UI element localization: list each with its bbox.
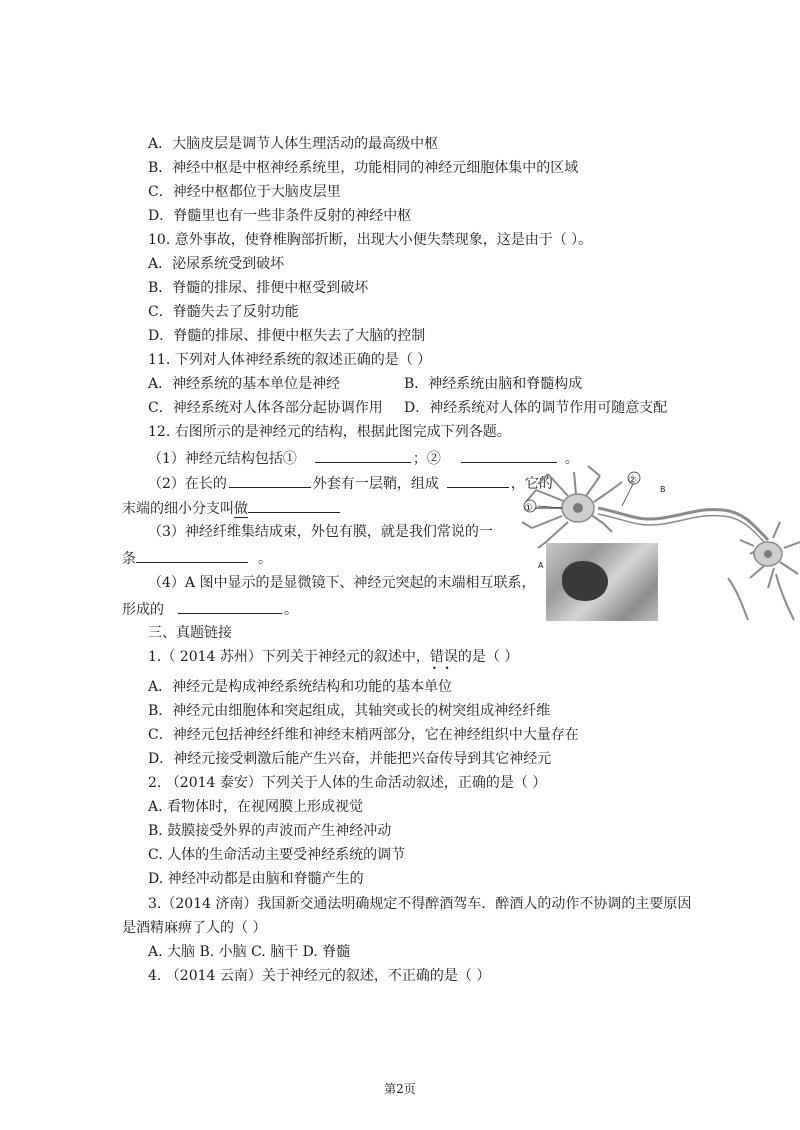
part2-text-a: （2）在长的 (148, 476, 227, 492)
answer-blank[interactable] (461, 448, 557, 463)
question-r4: 4. （2014 云南）关于神经元的叙述，不正确的是（ ） (148, 968, 491, 984)
part4-end: 。 (284, 602, 298, 618)
answer-blank[interactable] (315, 448, 411, 463)
r1-text-a: 1.（ 2014 苏州）下列关于神经元的叙述中， (148, 649, 430, 665)
r1-text-c: 的是（ ） (457, 649, 519, 665)
part2-cont-underlined: 做 (234, 501, 248, 517)
option-10d: D．脊髓的排尿、排便中枢失去了大脑的控制 (148, 328, 426, 344)
question-11: 11. 下列对人体神经系统的叙述正确的是（ ） (148, 352, 432, 368)
option-r2a: A. 看物体时，在视网膜上形成视觉 (148, 799, 364, 815)
section-heading: 三、真题链接 (148, 625, 232, 641)
option-9a: A．大脑皮层是调节人体生理活动的最高级中枢 (148, 136, 439, 152)
answer-blank[interactable] (229, 473, 311, 488)
emphasis-dots: •• (432, 664, 458, 673)
page-number: 第2页 (384, 1082, 416, 1096)
question-r3: 3.（2014 济南）我国新交通法明确规定不得醉酒驾车．醉酒人的动作不协调的主要原因 (148, 896, 692, 912)
option-10c: C．脊髓失去了反射功能 (148, 304, 299, 320)
label-a: A (538, 561, 544, 570)
question-12-part3-cont (122, 548, 272, 568)
label-circle-1: ① (524, 503, 533, 514)
answer-blank[interactable] (248, 498, 340, 513)
option-r2d: D. 神经冲动都是由脑和脊髓产生的 (148, 871, 364, 887)
option-9b: B．神经中枢是中枢神经系统里，功能相同的神经元细胞体集中的区域 (148, 160, 579, 176)
part2-text-c: ，它的 (510, 476, 553, 492)
question-r2: 2. （2014 泰安）下列关于人体的生命活动叙述，正确的是（ ） (148, 775, 547, 791)
option-11d: D．神经系统对人体的调节作用可随意支配 (404, 400, 668, 416)
option-11b: B．神经系统由脑和脊髓构成 (404, 376, 583, 392)
option-r1c: C．神经元包括神经纤维和神经末梢两部分，它在神经组织中大量存在 (148, 727, 579, 743)
option-9c: C．神经中枢都位于大脑皮层里 (148, 184, 341, 200)
part1-end: 。 (564, 451, 579, 467)
option-r2c: C. 人体的生命活动主要受神经系统的调节 (148, 847, 406, 863)
micrograph-cell (562, 561, 608, 601)
option-11a: A．神经系统的基本单位是神经 (148, 376, 341, 392)
answer-blank[interactable] (447, 473, 509, 488)
option-r1d: D．神经元接受刺激后能产生兴奋，并能把兴奋传导到其它神经元 (148, 751, 552, 767)
option-r1a: A．神经元是构成神经系统结构和功能的基本单位 (148, 679, 453, 695)
option-r1b: B．神经元由细胞体和突起组成，其轴突或长的树突组成神经纤维 (148, 703, 551, 719)
part4-cont-text: 形成的 (122, 602, 164, 618)
part2-text-b: 外套有一层鞘，组成 (312, 476, 439, 492)
part1-text: （1）神经元结构包括① (148, 451, 297, 467)
option-9d: D．脊髓里也有一些非条件反射的神经中枢 (148, 208, 412, 224)
answer-blank[interactable] (136, 548, 248, 563)
question-12-part1 (148, 448, 579, 468)
part3-cont-text: 条 (122, 551, 136, 567)
question-10: 10. 意外事故，使脊椎胸部折断，出现大小便失禁现象，这是由于（ ）。 (148, 232, 593, 248)
question-12-part2 (148, 473, 553, 493)
answer-blank[interactable] (178, 599, 282, 614)
option-11c: C．神经系统对人体各部分起协调作用 (148, 400, 383, 416)
micrograph-image (546, 543, 658, 621)
part3-end: 。 (258, 551, 272, 567)
options-r3: A. 大脑 B. 小脑 C. 脑干 D. 脊髓 (148, 944, 351, 960)
question-r1 (148, 648, 518, 666)
option-10a: A．泌尿系统受到破坏 (148, 256, 285, 272)
question-12: 12. 右图所示的是神经元的结构，根据此图完成下列各题。 (148, 424, 511, 440)
question-12-part3: （3）神经纤维集结成束，外包有膜，就是我们常说的一 (148, 524, 493, 540)
part2-cont-text: 末端的细小分支叫 (122, 501, 234, 517)
label-circle-2: ② (628, 475, 637, 486)
label-b: B (660, 485, 666, 494)
question-12-part4-cont (122, 599, 298, 619)
question-r3-cont: 是酒精麻痹了人的（ ） (122, 920, 267, 936)
question-12-part4: （4）A 图中显示的是显微镜下、神经元突起的末端相互联系， (148, 575, 536, 591)
option-r2b: B. 鼓膜接受外界的声波而产生神经冲动 (148, 823, 392, 839)
option-10b: B．脊髓的排尿、排便中枢受到破坏 (148, 280, 369, 296)
part1-sep: ；② (412, 451, 441, 467)
r1-emphasis: 错误 (429, 649, 458, 665)
question-12-part2-cont (122, 498, 342, 518)
